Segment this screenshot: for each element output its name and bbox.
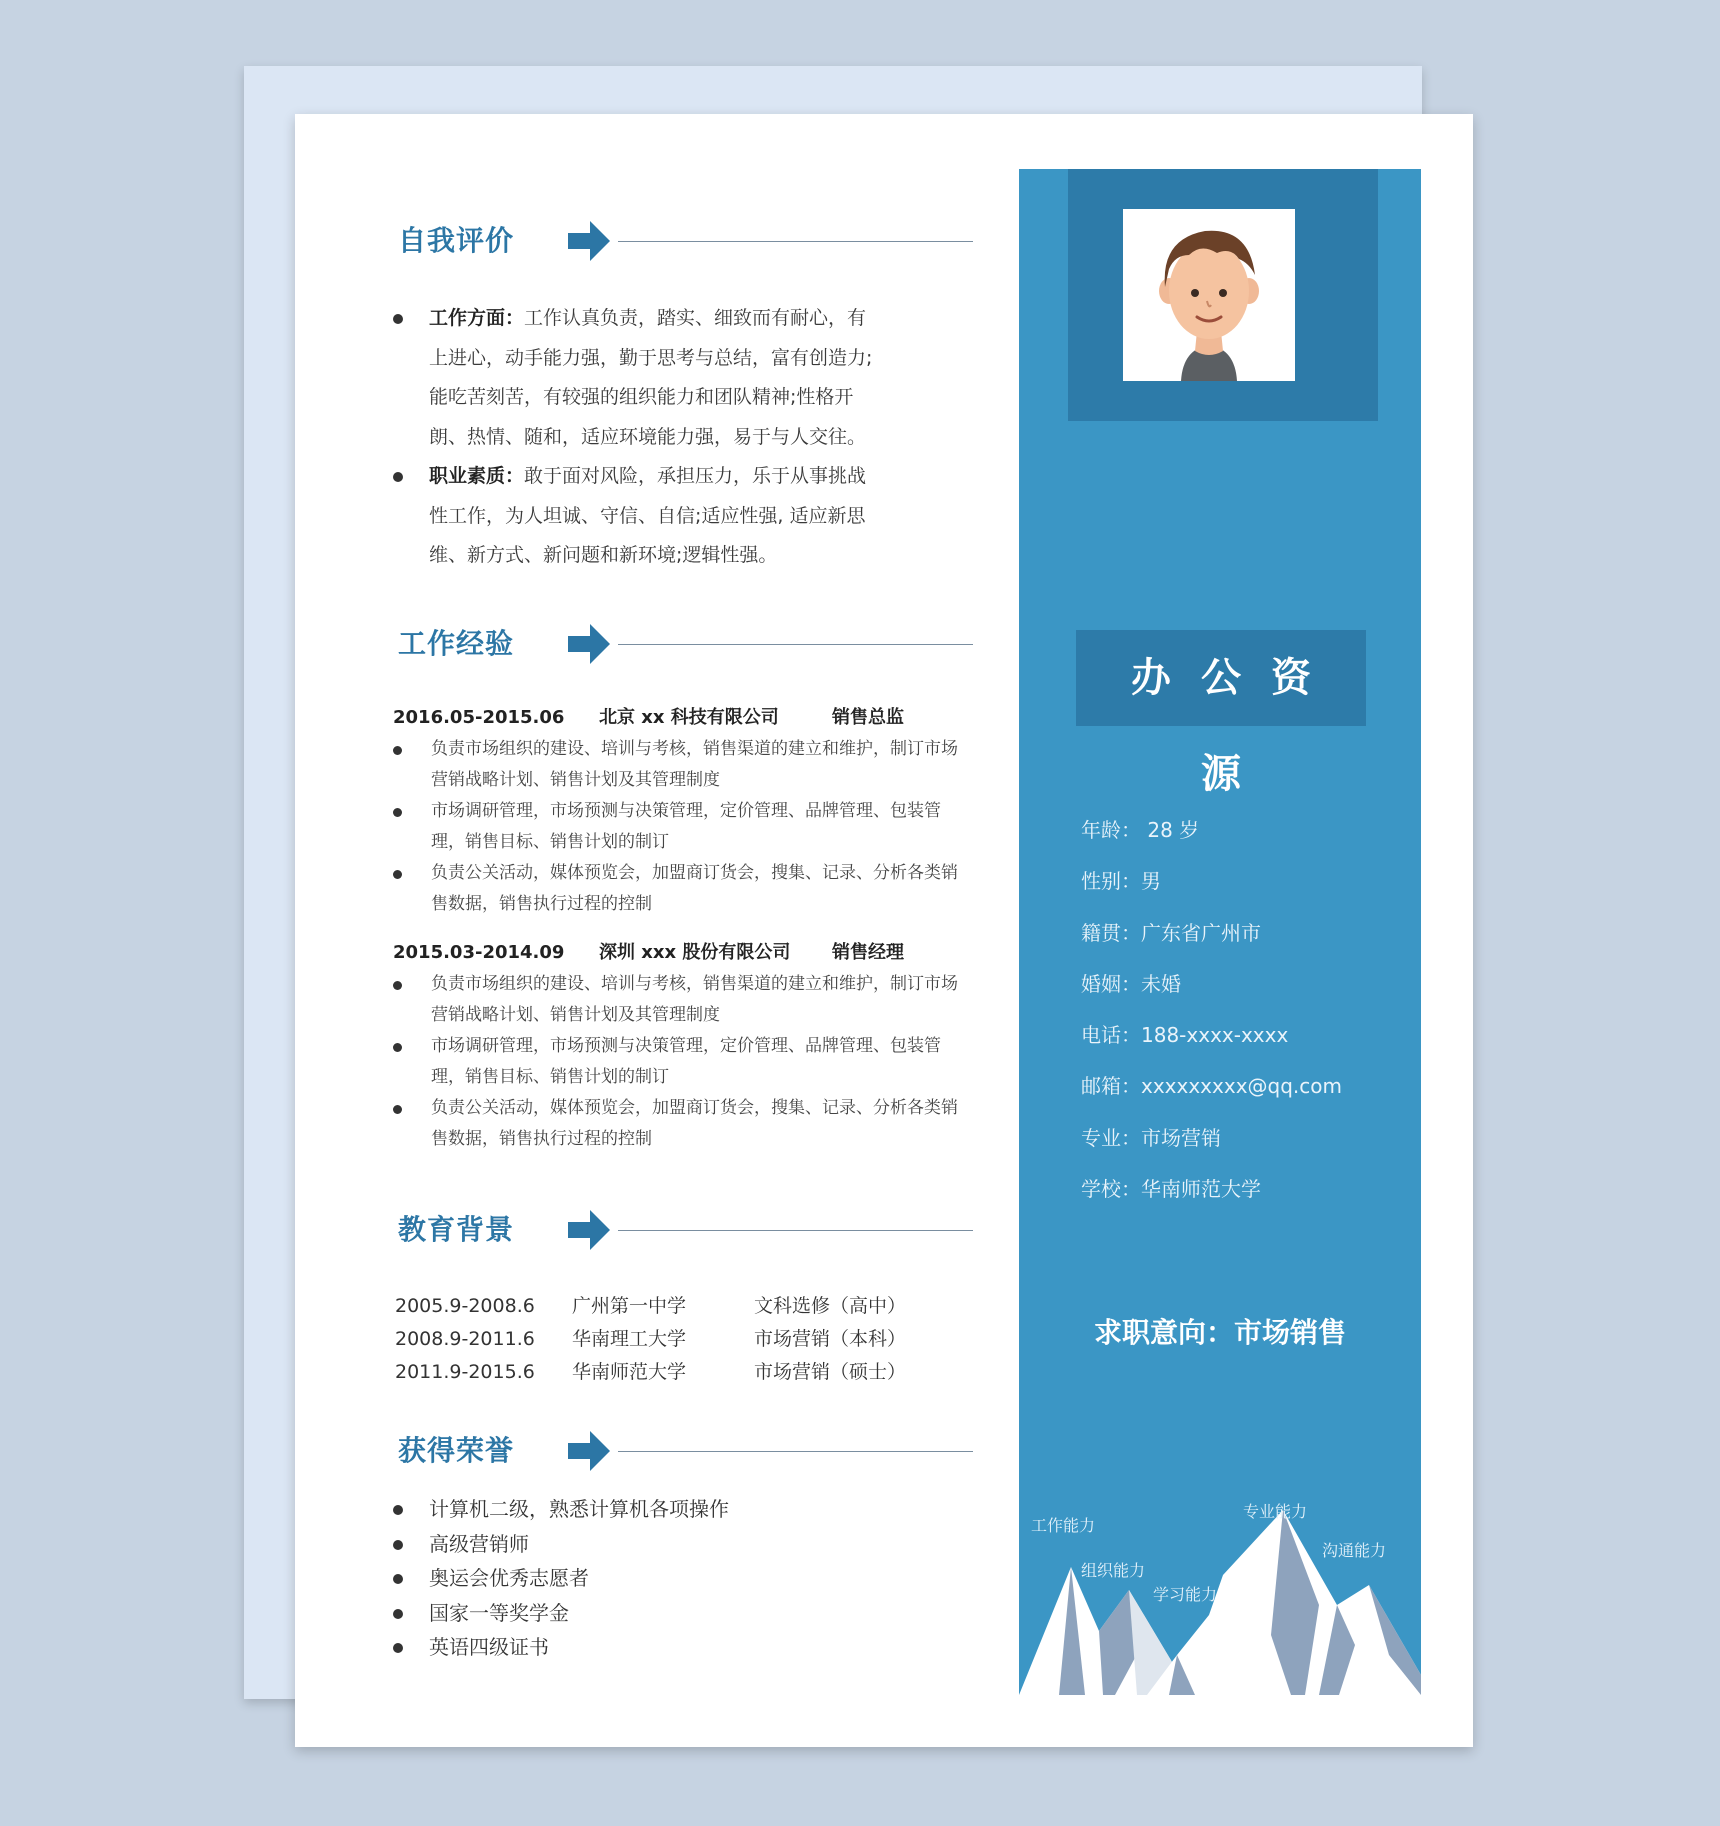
list-item: 市场调研管理，市场预测与决策管理，定价管理、品牌管理、包装管理，销售目标、销售计划的制订 — [393, 1031, 973, 1093]
job-title: 销售总监 — [832, 707, 904, 728]
edu-school: 华南师范大学 — [572, 1361, 687, 1383]
job-company: 深圳 xxx 股份有限公司 — [599, 942, 791, 963]
education-row — [395, 1323, 906, 1356]
list-item: 市场调研管理，市场预测与决策管理，定价管理、品牌管理、包装管理，销售目标、销售计划的制订 — [393, 796, 973, 858]
job-intent: 求职意向：市场销售 — [1093, 1316, 1346, 1349]
info-label: 电话： — [1081, 1023, 1141, 1048]
profile-sidebar — [1019, 169, 1421, 1695]
info-row-age — [1081, 805, 1342, 856]
info-row-marital — [1081, 959, 1342, 1010]
list-item — [393, 457, 878, 576]
job-entry — [393, 937, 973, 1155]
job-duties — [393, 969, 973, 1155]
info-value: 广东省广州市 — [1141, 920, 1261, 945]
job-header — [393, 937, 973, 969]
section-title: 工作经验 — [398, 627, 515, 660]
edu-school: 华南理工大学 — [572, 1328, 687, 1350]
info-value: 男 — [1141, 869, 1161, 894]
info-label: 性别： — [1081, 869, 1141, 894]
section-header-experience — [398, 622, 973, 666]
item-text: 敢于面对风险，承担压力，乐于从事挑战性工作，为人坦诚、守信、自信;适应性强, 适应新思维、新方式、新问题和新环境;逻辑性强。 — [429, 465, 867, 566]
info-value: 未婚 — [1141, 971, 1181, 996]
job-title: 销售经理 — [832, 942, 904, 963]
divider — [618, 241, 973, 242]
info-label: 年龄： — [1081, 818, 1141, 842]
info-row-school — [1081, 1164, 1342, 1215]
job-date: 2016.05-2015.06 — [393, 707, 565, 728]
info-row-hometown — [1081, 908, 1342, 959]
info-value: 28 岁 — [1141, 818, 1200, 842]
edu-date: 2008.9-2011.6 — [395, 1328, 535, 1350]
skill-label: 沟通能力 — [1322, 1541, 1387, 1560]
info-row-email — [1081, 1061, 1342, 1112]
info-value: 市场营销 — [1141, 1125, 1221, 1150]
item-label: 工作方面： — [429, 307, 525, 329]
list-item: 负责市场组织的建设、培训与考核，销售渠道的建立和维护，制订市场营销战略计划、销售计划及其管理制度 — [393, 734, 973, 796]
divider — [618, 1230, 973, 1231]
info-value: 华南师范大学 — [1141, 1177, 1261, 1202]
section-title: 自我评价 — [398, 224, 515, 257]
info-value: xxxxxxxxx@qq.com — [1141, 1074, 1342, 1099]
photo-frame — [1068, 169, 1378, 421]
skill-label: 组织能力 — [1081, 1561, 1146, 1580]
job-company: 北京 xx 科技有限公司 — [599, 707, 779, 728]
list-item: 负责市场组织的建设、培训与考核，销售渠道的建立和维护，制订市场营销战略计划、销售计划及其管理制度 — [393, 969, 973, 1031]
education-row — [395, 1356, 906, 1389]
info-value: 188-xxxx-xxxx — [1141, 1023, 1289, 1048]
arrow-right-icon — [568, 1208, 612, 1252]
list-item: 国家一等奖学金 — [393, 1596, 729, 1631]
list-item — [393, 299, 878, 457]
edu-date: 2005.9-2008.6 — [395, 1295, 535, 1317]
info-label: 学校： — [1081, 1177, 1141, 1202]
resume-sheet — [295, 114, 1473, 1747]
edu-major: 市场营销（本科） — [754, 1328, 907, 1350]
info-row-phone — [1081, 1010, 1342, 1061]
item-text: 工作认真负责，踏实、细致而有耐心，有上进心，动手能力强，勤于思考与总结，富有创造力;能吃苦刻苦，有较强的组织能力和团队精神;性格开朗、热情、随和，适应环境能力强，易于与人交往。 — [429, 307, 873, 448]
info-label: 籍贯： — [1081, 920, 1141, 945]
mountains-illustration — [1019, 1455, 1421, 1695]
education-row — [395, 1290, 906, 1323]
avatar — [1123, 209, 1295, 381]
list-item: 计算机二级，熟悉计算机各项操作 — [393, 1492, 729, 1527]
arrow-right-icon — [568, 1429, 612, 1473]
info-label: 婚姻： — [1081, 971, 1141, 996]
section-title: 获得荣誉 — [398, 1434, 515, 1467]
section-header-honors — [398, 1429, 973, 1473]
list-item: 英语四级证书 — [393, 1630, 729, 1665]
list-item: 高级营销师 — [393, 1527, 729, 1562]
arrow-right-icon — [568, 622, 612, 666]
skill-label: 学习能力 — [1153, 1585, 1218, 1604]
arrow-right-icon — [568, 219, 612, 263]
skill-label: 工作能力 — [1031, 1516, 1096, 1535]
honors-list — [393, 1492, 729, 1665]
job-entry — [393, 702, 973, 920]
info-row-major — [1081, 1113, 1342, 1164]
list-item: 负责公关活动，媒体预览会，加盟商订货会，搜集、记录、分析各类销售数据，销售执行过程的控制 — [393, 858, 973, 920]
evaluation-list — [393, 299, 878, 576]
info-label: 专业： — [1081, 1125, 1141, 1150]
job-header — [393, 702, 973, 734]
profile-name: 办公资源 — [1076, 630, 1366, 726]
edu-school: 广州第一中学 — [572, 1295, 687, 1317]
divider — [618, 644, 973, 645]
info-label: 邮箱： — [1081, 1074, 1141, 1099]
edu-major: 文科选修（高中） — [754, 1295, 907, 1317]
education-list — [395, 1290, 906, 1389]
info-row-gender — [1081, 856, 1342, 907]
job-duties — [393, 734, 973, 920]
item-label: 职业素质： — [429, 465, 525, 487]
avatar-icon — [1123, 209, 1295, 381]
job-date: 2015.03-2014.09 — [393, 942, 565, 963]
skill-label: 专业能力 — [1243, 1502, 1308, 1521]
section-title: 教育背景 — [398, 1213, 515, 1246]
edu-date: 2011.9-2015.6 — [395, 1361, 535, 1383]
list-item: 奥运会优秀志愿者 — [393, 1561, 729, 1596]
edu-major: 市场营销（硕士） — [754, 1361, 907, 1383]
divider — [618, 1451, 973, 1452]
profile-info — [1081, 805, 1342, 1215]
section-header-education — [398, 1208, 973, 1252]
section-header-evaluation — [398, 219, 973, 263]
list-item: 负责公关活动，媒体预览会，加盟商订货会，搜集、记录、分析各类销售数据，销售执行过程的控制 — [393, 1093, 973, 1155]
